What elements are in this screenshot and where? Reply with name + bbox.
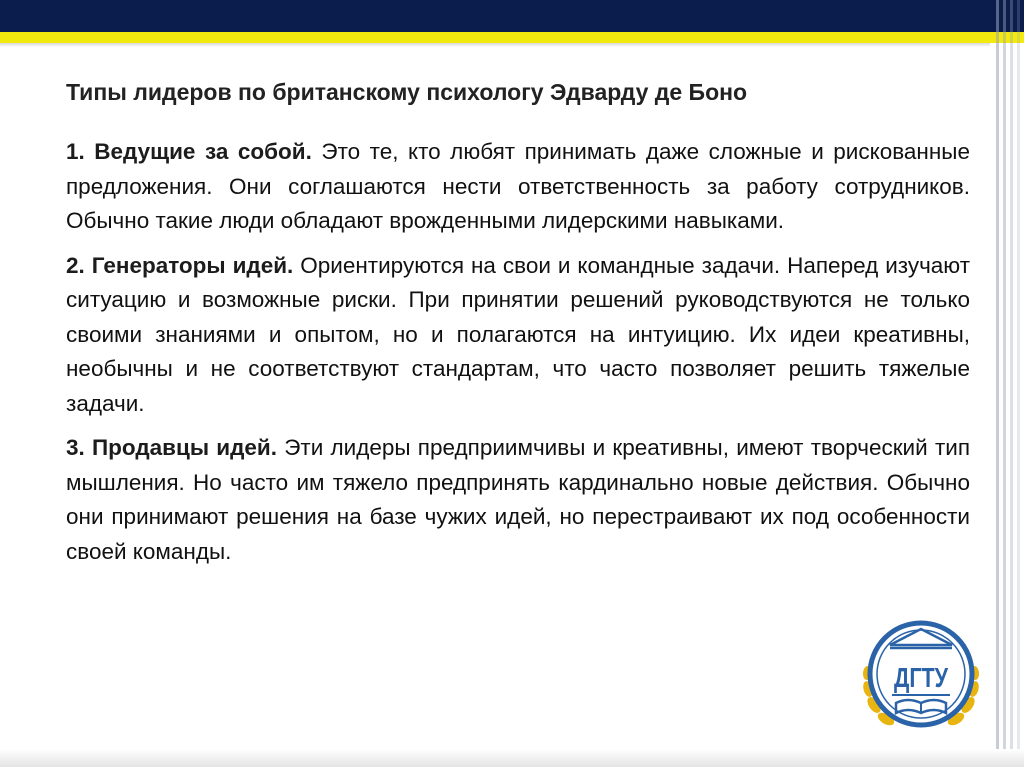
item-heading: 1. Ведущие за собой.	[66, 139, 312, 164]
right-edge-stripes	[990, 0, 1024, 767]
header-yellow-band	[0, 32, 1024, 43]
header-navy-band	[0, 0, 1024, 32]
logo-text: ДГТУ	[894, 662, 949, 693]
item-heading: 2. Генераторы идей.	[66, 252, 294, 278]
list-item	[66, 135, 970, 239]
item-heading: 3. Продавцы идей.	[66, 435, 277, 460]
list-item	[66, 431, 970, 569]
item-text: Это те, кто любят принимать даже сложные и рискованные предложения. Они соглашаются нести ответственность за работу сотрудников. Обычно такие люди обладают врожденными лидерскими навыками.	[66, 139, 970, 233]
university-emblem-icon	[860, 617, 982, 737]
slide-title: Типы лидеров по британскому психологу Эдварду де Боно	[66, 79, 748, 105]
item-text: Эти лидеры предприимчивы и креативны, имеют творческий тип мышления. Но часто им тяжело предпринять кардинально новые действия. Обычно они принимают решения на базе чужих идей, но перестраивают их под особенности своей команды.	[66, 435, 970, 564]
header-shadow	[0, 43, 1024, 47]
footer-shadow	[0, 749, 1024, 767]
item-text: Ориентируются на свои и командные задачи. Наперед изучают ситуацию и возможные риски. При принятии решений руководствуются не только своими знаниями и опытом, но и полагаются на интуицию. Их идеи креативны, необычны и не соответствуют стандартам, что часто позволяет решить тяжелые задачи.	[66, 252, 970, 416]
slide-content	[66, 135, 970, 579]
list-item	[66, 249, 970, 422]
